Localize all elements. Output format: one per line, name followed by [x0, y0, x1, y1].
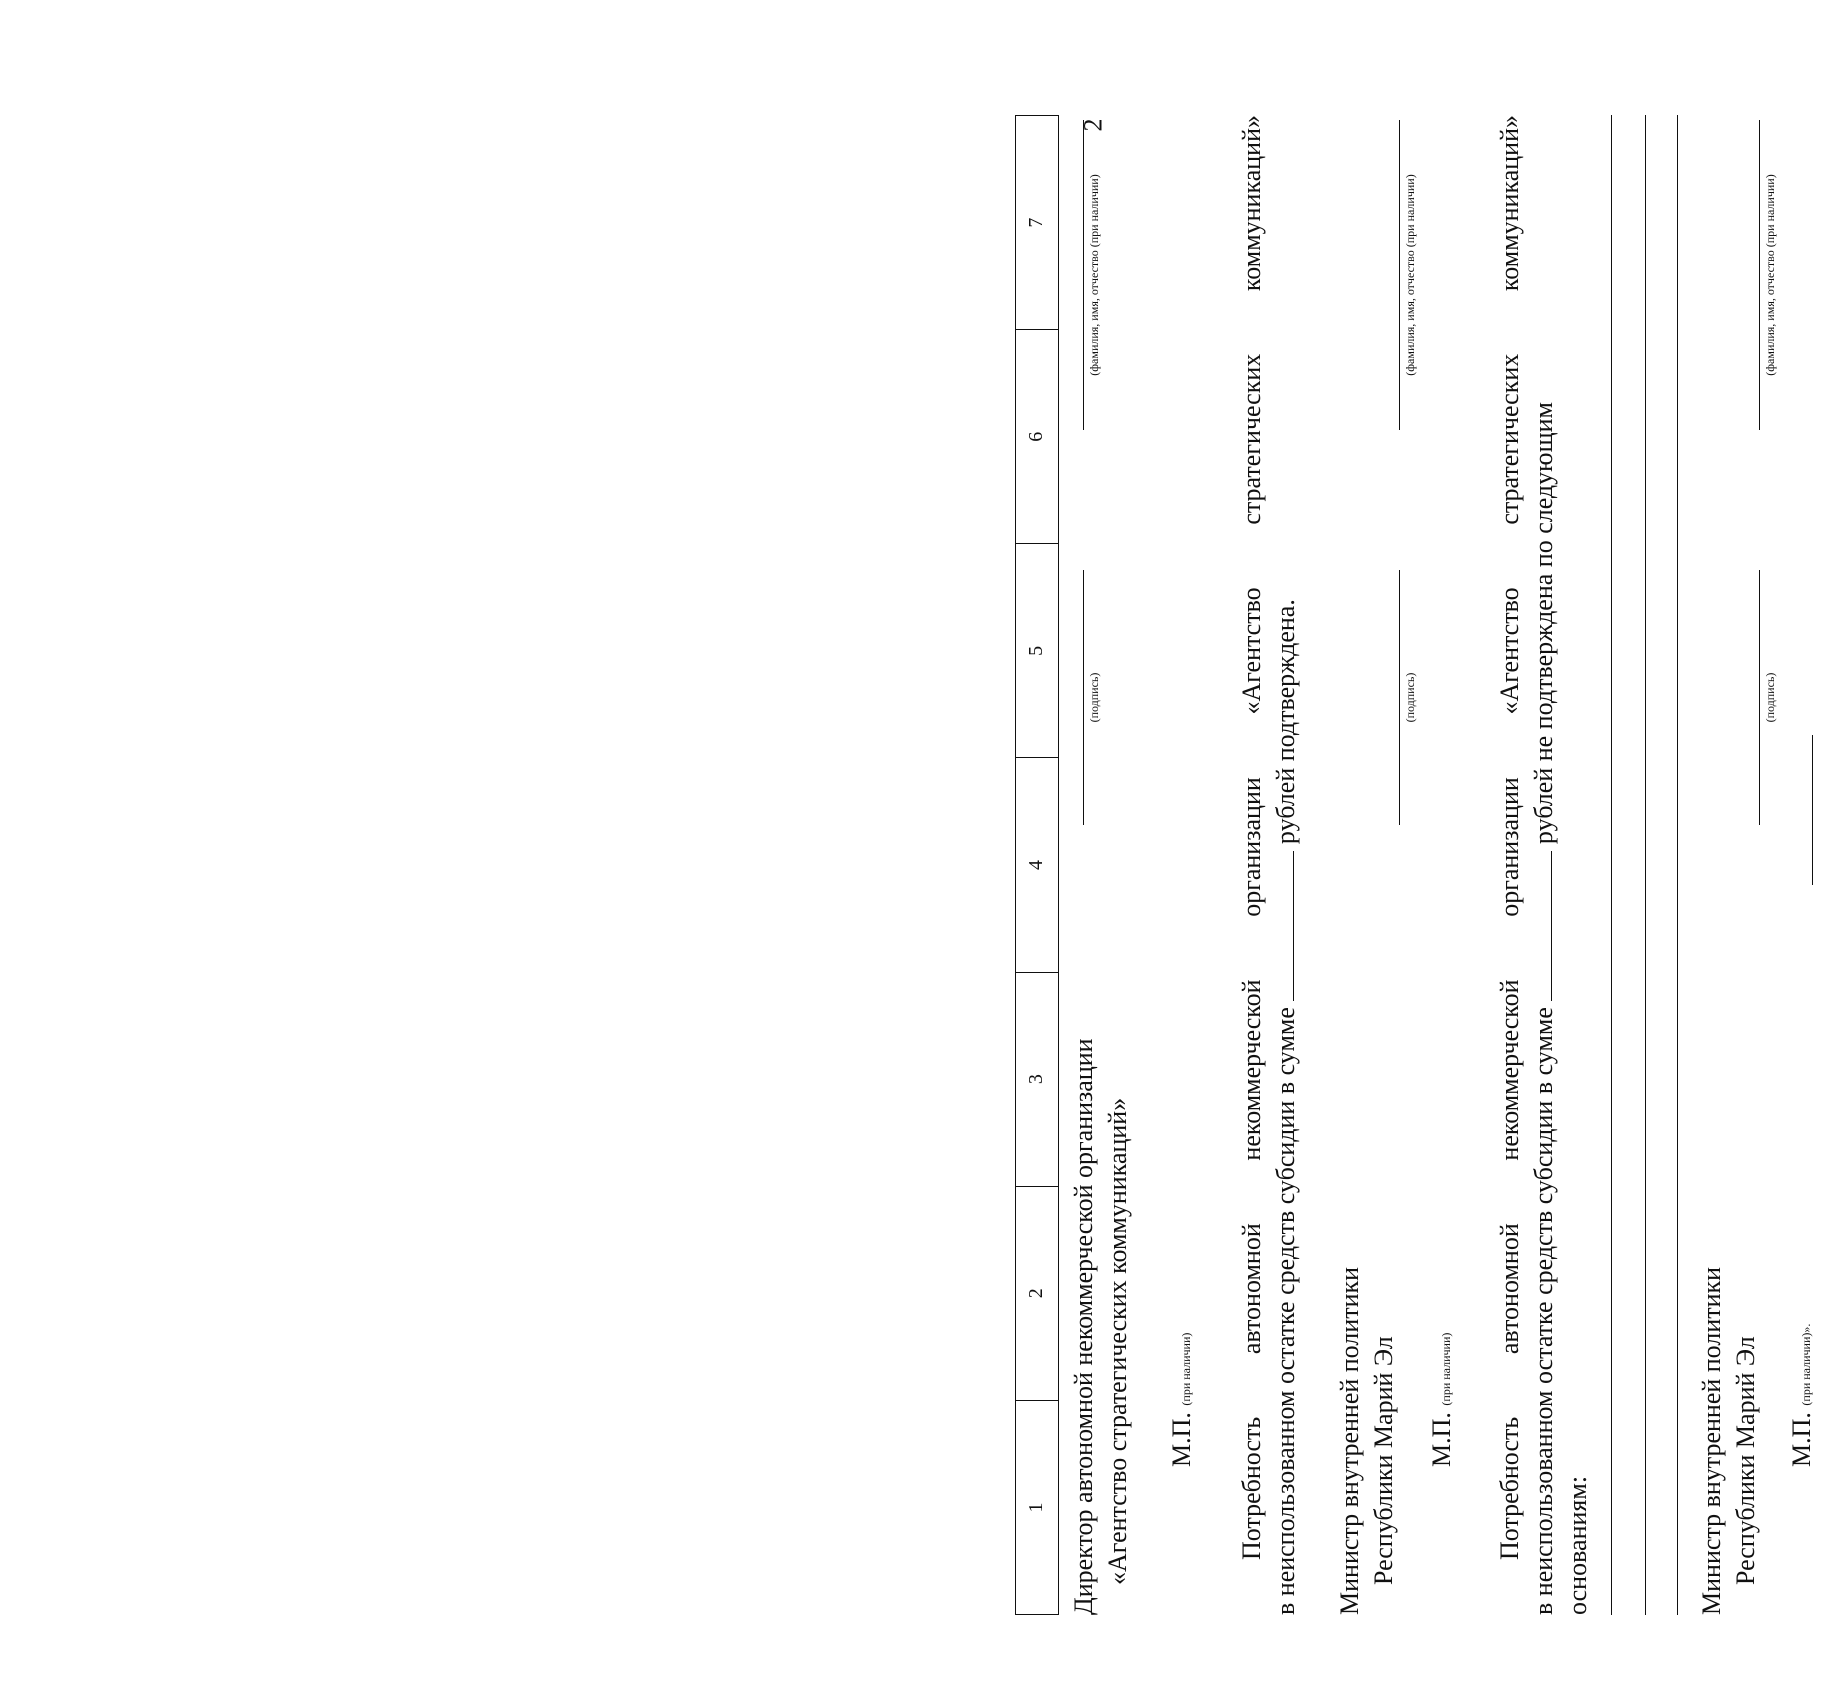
minister-name-line	[1399, 120, 1400, 430]
reason-line-2	[1645, 115, 1646, 1615]
rejected-paragraph-line1: Потребность автономной некоммерческой организации «Агентство стратегических коммуникаций»	[1495, 115, 1524, 1560]
reason-line-1	[1611, 115, 1612, 1615]
minister-title-line2: Республики Марий Эл	[1369, 1336, 1398, 1585]
sum-blank	[1273, 851, 1294, 1001]
column-number-1: 1	[1016, 1400, 1059, 1614]
table-header-row	[1015, 115, 1059, 1615]
director-title-line2: «Агентство стратегических коммуникаций»	[1103, 1097, 1132, 1585]
rejected-text: рублей не подтверждена по следующим	[1529, 402, 1558, 845]
column-number-5: 5	[1016, 544, 1059, 758]
minister-signature-line	[1399, 570, 1400, 825]
stamp-note: (при наличии)	[1179, 1332, 1193, 1406]
director-signature-caption: (подпись)	[1087, 672, 1101, 723]
minister-name-caption: (фамилия, имя, отчество (при наличии)	[1403, 174, 1417, 376]
page-number: 2	[1078, 118, 1108, 132]
rotated-page-content	[1015, 115, 1835, 1615]
director-title-line1: Директор автономной некоммерческой организации	[1069, 1038, 1098, 1615]
director-stamp	[1165, 1333, 1198, 1467]
minister2-stamp	[1785, 1324, 1818, 1467]
column-number-3: 3	[1016, 972, 1059, 1186]
minister-stamp	[1425, 1333, 1458, 1467]
stamp-note: (при наличии)	[1439, 1332, 1453, 1406]
reason-line-3	[1677, 115, 1678, 1615]
minister2-title-line1: Министр внутренней политики	[1697, 1266, 1726, 1615]
minister-signature-caption: (подпись)	[1403, 672, 1417, 723]
minister2-signature-caption: (подпись)	[1763, 672, 1777, 723]
minister2-name-caption: (фамилия, имя, отчество (при наличии)	[1763, 174, 1777, 376]
stamp-label: М.П.	[1787, 1412, 1816, 1467]
sum-blank	[1531, 851, 1552, 1001]
rejected-paragraph-line3: основаниям:	[1563, 1475, 1592, 1615]
column-number-2: 2	[1016, 1186, 1059, 1400]
confirmed-paragraph-line2	[1269, 599, 1302, 1615]
confirmed-text: рублей подтверждена.	[1271, 599, 1300, 845]
minister-title-line1: Министр внутренней политики	[1335, 1266, 1364, 1615]
director-name-line	[1083, 120, 1084, 430]
column-number-6: 6	[1016, 330, 1059, 544]
column-number-7: 7	[1016, 116, 1059, 330]
director-signature-line	[1083, 570, 1084, 825]
minister2-name-line	[1759, 120, 1760, 430]
closing-rule	[1812, 735, 1813, 885]
stamp-label: М.П.	[1167, 1412, 1196, 1467]
column-number-4: 4	[1016, 758, 1059, 972]
sum-text: в неиспользованном остатке средств субсидии в сумме	[1271, 1007, 1300, 1615]
rejected-paragraph-line2	[1527, 115, 1560, 1615]
director-name-caption: (фамилия, имя, отчество (при наличии)	[1087, 174, 1101, 376]
stamp-label: М.П.	[1427, 1412, 1456, 1467]
confirmed-paragraph-line1: Потребность автономной некоммерческой организации «Агентство стратегических коммуникаций»	[1237, 115, 1266, 1560]
minister2-title-line2: Республики Марий Эл	[1731, 1336, 1760, 1585]
sum-text: в неиспользованном остатке средств субсидии в сумме	[1529, 1007, 1558, 1615]
minister2-signature-line	[1759, 570, 1760, 825]
stamp-note: (при наличии)».	[1799, 1323, 1813, 1406]
